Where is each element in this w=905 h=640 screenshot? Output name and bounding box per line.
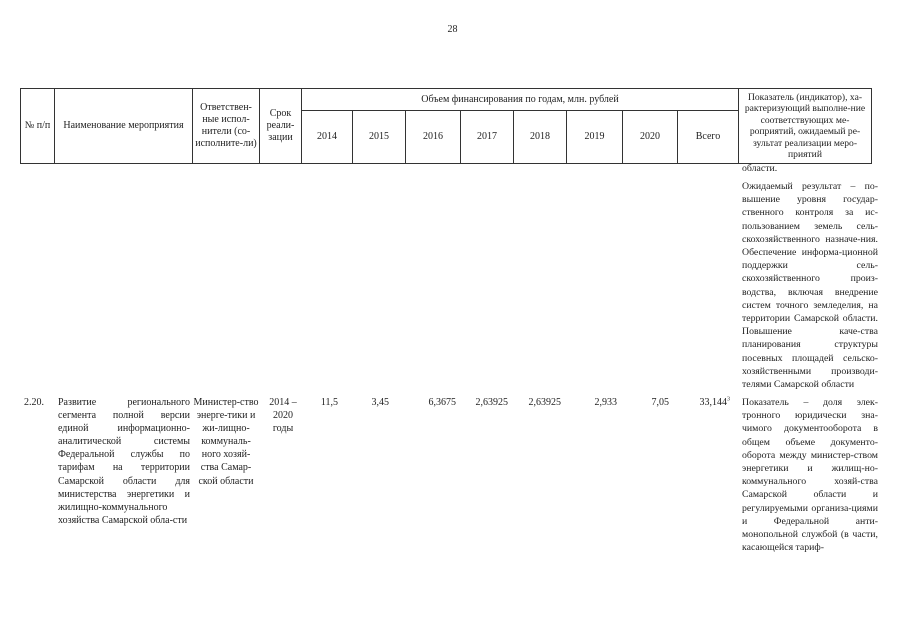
row-number: 2.20.: [24, 397, 44, 408]
continued-text: области.: [742, 163, 778, 174]
header-financing: Объем финансирования по годам, млн. рублей: [302, 89, 739, 111]
header-year: 2019: [567, 111, 623, 164]
value-total: [676, 396, 730, 409]
value-total-footnote: 3: [727, 396, 730, 403]
header-name: Наименование мероприятия: [55, 89, 193, 164]
expected-result: Ожидаемый результат – по-вышение уровня государ-ственного контроля за ис-пользованием земель сель-скохозяйственного назначе-ния. Обеспечение информа-ционной поддержки сель-скохозяйственного произ-водства, включая внедрение систем точного земледелия, на территории Самарской области. Повышение каче-ства планирования структуры посевных площадей сельско-хозяйственными производи-телями Самарской области: [742, 181, 878, 391]
row-responsible: Министер-ство энерге-тики и жи-лищно-коммуналь-ного хозяй-ства Самар-ской области: [193, 397, 259, 487]
header-year: 2018: [514, 111, 567, 164]
header-year: 2015: [353, 111, 406, 164]
row-term: 2014 – 2020 годы: [269, 397, 297, 435]
header-num: № п/п: [21, 89, 55, 164]
value-2020: 7,05: [651, 397, 669, 408]
value-2014: 11,5: [320, 397, 338, 408]
header-responsible: Ответствен-ные испол-нители (со-исполните-ли): [193, 89, 260, 164]
header-indicator: Показатель (индикатор), ха-рактеризующий выполне-ние соответствующих ме-роприятий, ожидаемый ре-зультат реализации меро-приятий: [739, 89, 872, 164]
value-2018: 2,63925: [528, 397, 561, 408]
value-2017: 2,63925: [475, 397, 508, 408]
header-table: [20, 88, 872, 164]
header-total: Всего: [678, 111, 739, 164]
header-year: 2020: [623, 111, 678, 164]
value-2015: 3,45: [371, 397, 389, 408]
value-2016: 6,3675: [428, 397, 456, 408]
header-year: 2016: [406, 111, 461, 164]
header-term: Срок реали-зации: [260, 89, 302, 164]
page-number: 28: [447, 24, 458, 35]
row-name: Развитие регионального сегмента полной версии единой информационно-аналитической системы Федеральной службы по тарифам на территории Самарской области для министерства энергетики и жилищно-коммунального хозяйства Самарской обла-сти: [58, 397, 190, 526]
row-indicator: Показатель – доля элек-тронного юридически зна-чимого документооборота в общем объеме документо-оборота между министер-ством энергетики и жилищ-но-коммунального хозяй-ства Самарской области и регулируемыми организа-циями и Федеральной анти-монопольной службой (в части, касающейся тариф-: [742, 397, 878, 554]
value-total-number: 33,144: [699, 397, 727, 408]
header-year: 2014: [302, 111, 353, 164]
header-year: 2017: [461, 111, 514, 164]
value-2019: 2,933: [594, 397, 617, 408]
